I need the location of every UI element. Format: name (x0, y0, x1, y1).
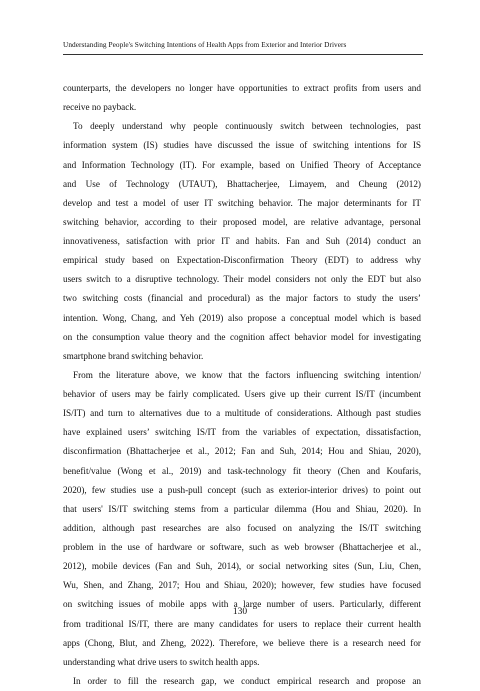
text-line: and Use of Technology (UTAUT), Bhattacherjee, Limayem, and Cheung (2012) (63, 178, 421, 189)
text-line: on switching issues of mobile apps with a large number of users. Particularly, different (63, 599, 421, 610)
text-line: intention. Wong, Chang, and Yeh (2019) also propose a conceptual model which is based (63, 312, 421, 323)
text-line: that users' IS/IT switching stems from a particular dilemma (Hou and Shiau, 2020). In (63, 503, 421, 514)
text-line: two switching costs (financial and procedural) as the major factors to study the users’ (63, 293, 421, 304)
text-line: From the literature above, we know that the factors influencing switching intention/ (73, 369, 421, 380)
text-line: users switch to a disruptive technology. Their model considers not only the EDT but also (63, 274, 421, 285)
running-header: Understanding People's Switching Intentions of Health Apps from Exterior and Interior Drivers (63, 40, 347, 49)
text-line: smartphone brand switching behavior. (63, 350, 204, 361)
text-line: understanding what drive users to switch health apps. (63, 656, 260, 667)
text-line: receive no payback. (63, 102, 137, 113)
text-line: and Information Technology (IT). For example, based on Unified Theory of Acceptance (63, 159, 421, 170)
text-line: innovativeness, satisfaction with prior IT and habits. Fan and Suh (2014) conduct an (63, 236, 421, 246)
text-line: disconfirmation (Bhattacherjee et al., 2012; Fan and Suh, 2014; Hou and Shiau, 2020), (63, 446, 421, 457)
text-line: have explained users’ switching IS/IT from the variables of expectation, dissatisfaction, (63, 427, 421, 438)
text-line: IS/IT) and turn to alternatives due to a multitude of considerations. Although past studies (63, 408, 421, 419)
page-number: 130 (232, 607, 248, 617)
text-line: 2012), mobile devices (Fan and Suh, 2014), or social networking sites (Sun, Liu, Chen, (63, 561, 421, 572)
text-line: develop and test a model of user IT switching behavior. The major determinants for IT (63, 197, 421, 208)
body-text (63, 79, 421, 691)
text-line: 2020), few studies use a push-pull concept (such as exterior-interior drives) to point out (63, 484, 421, 495)
text-line: counterparts, the developers no longer have opportunities to extract profits from users and (63, 83, 421, 93)
text-line: empirical study based on Expectation-Disconfirmation Theory (EDT) to address why (63, 255, 421, 266)
text-line: Wu, Shen, and Zhang, 2017; Hou and Shiau, 2020); however, few studies have focused (63, 580, 421, 591)
text-line: on the consumption value theory and the cognition affect behavior model for investigating (63, 331, 421, 342)
text-line: In order to fill the research gap, we conduct empirical research and propose an (73, 675, 421, 686)
text-line: To deeply understand why people continuously switch between technologies, past (73, 121, 421, 132)
text-line: problem in the use of hardware or software, such as web browser (Bhattacherjee et al., (63, 542, 421, 552)
text-line: addition, although past researches are also focused on analyzing the IS/IT switching (63, 522, 421, 533)
text-line: information system (IS) studies have discussed the issue of switching intentions for IS (63, 140, 421, 151)
text-line: behavior of users may be fairly complicated. Users give up their current IS/IT (incumbent (63, 389, 421, 399)
text-line: benefit/value (Wong et al., 2019) and task-technology fit theory (Chen and Koufaris, (63, 465, 421, 476)
header-divider (63, 54, 423, 55)
text-line: apps (Chong, Blut, and Zheng, 2022). Therefore, we believe there is a research need for (63, 637, 421, 648)
text-line: from traditional IS/IT, there are many candidates for users to replace their current health (63, 618, 421, 629)
text-line: switching behavior, according to their proposed model, are relative advantage, personal (63, 216, 421, 227)
